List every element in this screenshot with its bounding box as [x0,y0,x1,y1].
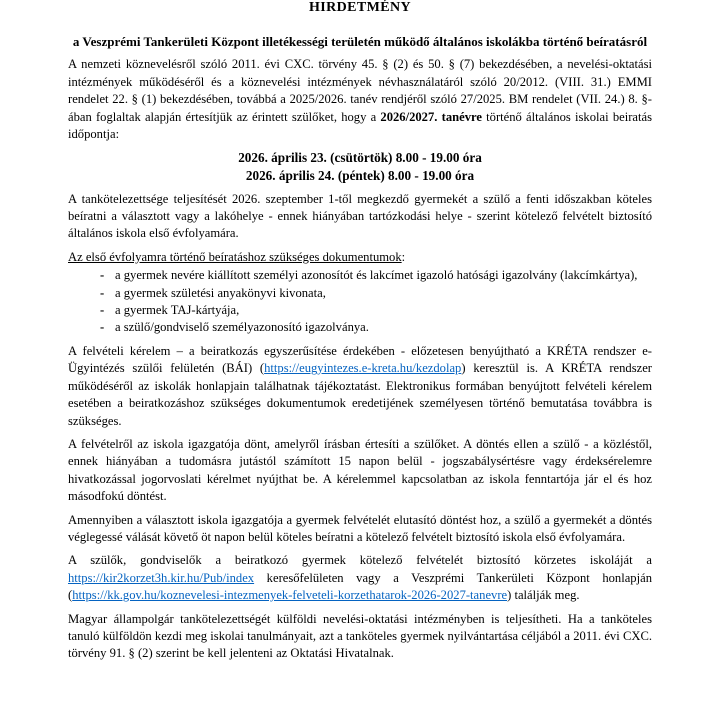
kreta-portal-link[interactable]: https://eugyintezes.e-kreta.hu/kezdolap [264,361,462,376]
legal-basis-text-after: történő általános iskolai beiratás időpontja: [68,109,652,142]
document-list-item-parent-id: - a szülő/gondviselő személyazonosító igazolványa. [68,319,652,336]
enrollment-date-line-1: 2026. április 23. (csütörtök) 8.00 - 19.00 óra [238,150,482,166]
required-documents-list [68,267,652,337]
enrollment-dates-block [68,149,652,184]
legal-basis-text-before: A nemzeti köznevelésről szóló 2011. évi CXC. törvény 45. § (2) és 50. § (7) bekezdésében, a nevelési-oktatási intézmények működéséről és a köznevelési intézmények névhasználatáról szóló 20/2012. (VIII. 31.) EMMI rendelet 22. § (1) bekezdésében, továbbá a 2025/2026. tanév rendjéről szóló 27/2025. BM rendelet (VII. 24.) 8. §-ában foglaltak alapján értesítjük az érintett szülőket, hogy a [68,57,652,124]
document-list-item-birth-certificate: - a gyermek születési anyakönyvi kivonata, [68,285,652,302]
kreta-paragraph [68,343,652,430]
document-title: HIRDETMÉNY [308,0,411,15]
kk-gov-district-boundaries-link[interactable]: https://kk.gov.hu/koznevelesi-intezmenyek-felveteli-korzethatarok-2026-2027-tanevre [72,588,508,603]
abroad-study-paragraph: Magyar állampolgár tankötelezettségét külföldi nevelési-oktatási intézményben is teljesítheti. Ha a tanköteles tanuló külföldön kezdi meg iskolai tanulmányait, azt a tanköteles gyermek nyilvántartása céljából a 2011. évi CXC. törvény 91. § (2) szerint be kell jelenteni az Oktatási Hivatalnak. [68,611,652,661]
district-text-after-link2: ) találják meg. [507,588,580,603]
school-year-emphasis: 2026/2027. tanévre [380,109,482,124]
kreta-text-after-link: ) keresztül is. A KRÉTA rendszer működéséről az iskolák honlapjain találhatnak tájékoztatást. Elektronikus formában benyújtott felvételi kérelem esetében a beiratkozáshoz szükséges dokumentumok eredetijének személyesen történő bemutatása továbbra is szükséges. [68,361,652,428]
decision-paragraph: A felvételről az iskola igazgatója dönt, amelyről írásban értesíti a szülőket. A döntés ellen a szülő - a közléstől, ennek hiányában a tudomásra jutástól számított 15 napon belül - jogszabálysértésre vagy érdeksérelemre hivatkozással jogorvoslati kérelmet nyújthat be. A kérelemmel kapcsolatban az iskola fenntartója jár el és hoz másodfokú döntést. [68,436,652,504]
obligation-paragraph: A tankötelezettsége teljesítését 2026. szeptember 1-től megkezdő gyermekét a szülő a fenti időszakban köteles beíratni a választott vagy a lakóhelye - ennek hiányában tartózkodási helye - szerint kötelező felvételt biztosító általános iskola első évfolyamára. [68,191,652,241]
document-list-item-address-card: - a gyermek nevére kiállított személyi azonosítót és lakcímet igazoló hatósági igazolvány (lakcímkártya), [68,267,652,284]
document-subtitle: a Veszprémi Tankerületi Központ illetékességi területén működő általános iskolákba történő beíratásról [72,34,648,49]
enrollment-date-line-2: 2026. április 24. (péntek) 8.00 - 19.00 óra [245,168,475,184]
district-search-paragraph [68,552,652,604]
rejection-paragraph: Amennyiben a választott iskola igazgatója a gyermek felvételét elutasító döntést hoz, a szülő a gyermekét a döntés véglegessé válását követő öt napon belül köteles beíratni a kötelező felvételt biztosító iskola első évfolyamára. [68,512,652,544]
document-list-item-taj-card: - a gyermek TAJ-kártyája, [68,302,652,319]
kreta-text-before-link: A felvételi kérelem – a beiratkozás egyszerűsítése érdekében - előzetesen benyújtható a KRÉTA rendszer e-Ügyintézés szülői felületén (BÁI) ( [68,343,652,376]
kir-district-search-link[interactable]: https://kir2korzet3h.kir.hu/Pub/index [68,570,255,585]
documents-heading-text: Az első évfolyamra történő beíratáshoz szükséges dokumentumok [68,249,402,264]
documents-heading [68,249,652,266]
legal-basis-paragraph [68,56,652,143]
district-text-before-link1: A szülők, gondviselők a beiratkozó gyermek kötelező felvételét biztosító körzetes iskoláját a [68,553,652,568]
district-text-between-links: keresőfelületen vagy a Veszprémi Tankerületi Központ honlapján ( [68,570,652,603]
documents-heading-colon: : [401,249,406,264]
